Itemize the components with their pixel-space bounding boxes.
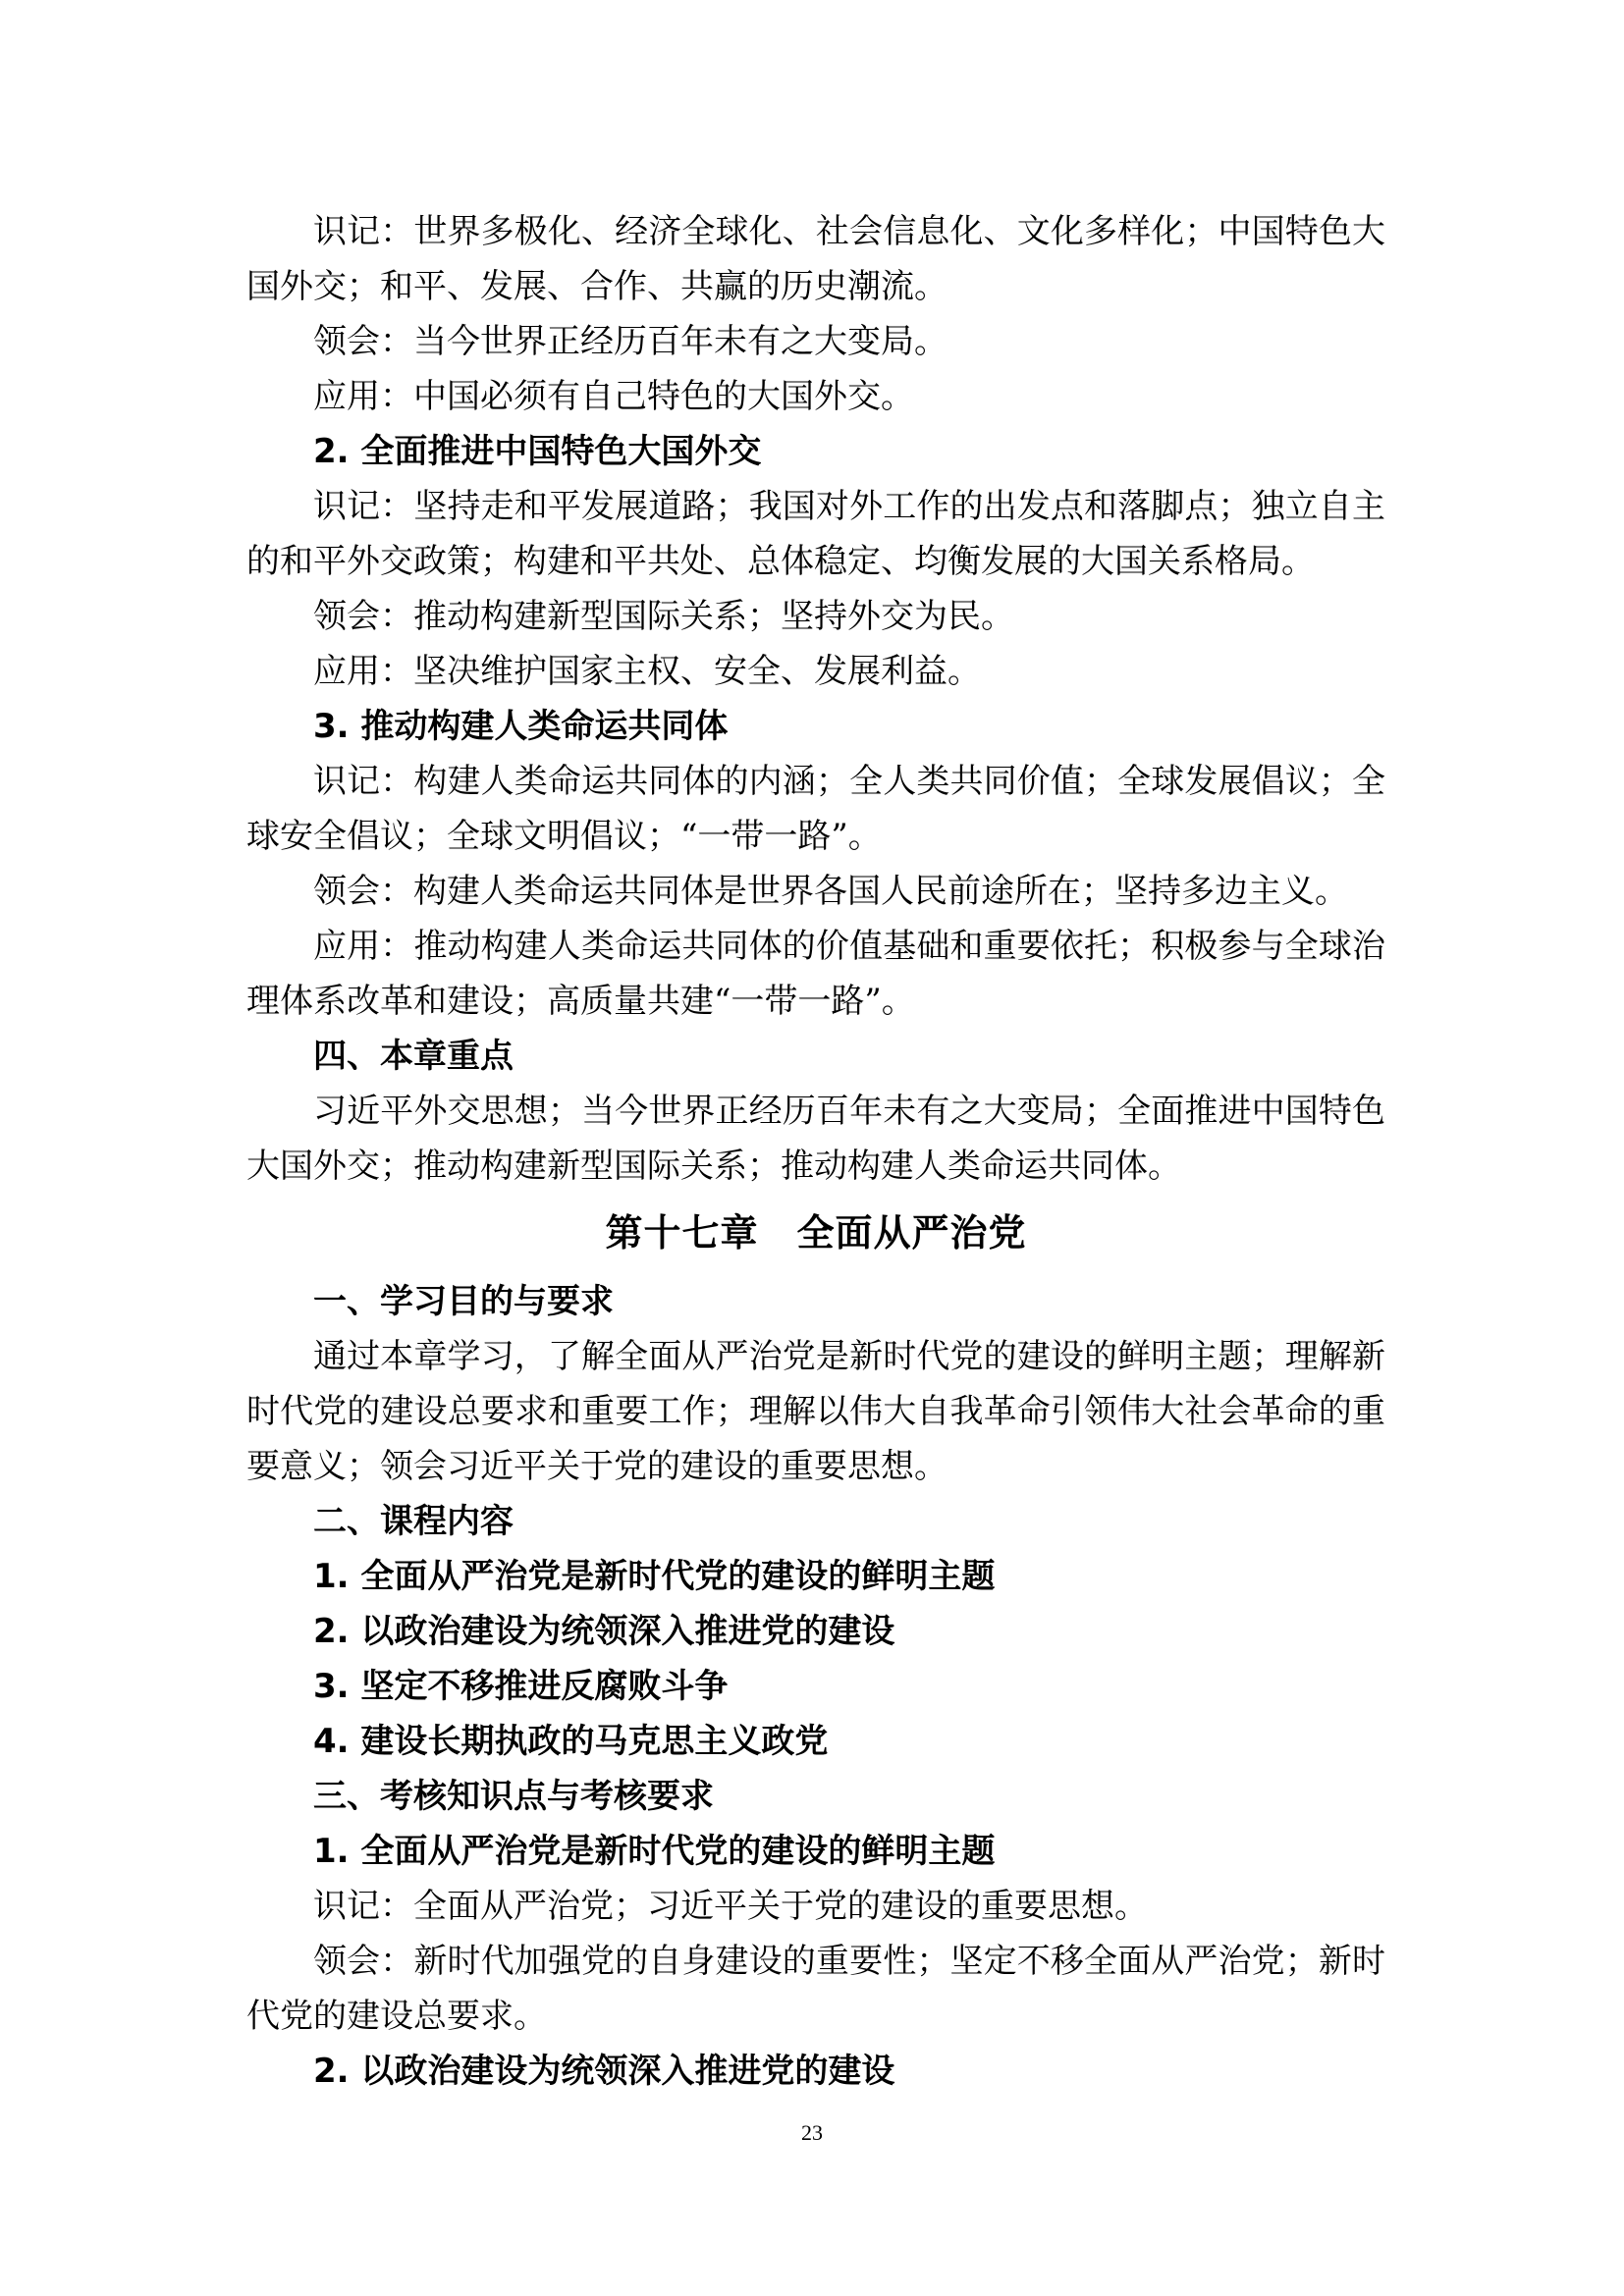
subheading: 2. 全面推进中国特色大国外交 bbox=[313, 432, 762, 471]
subheading: 1. 全面从严治党是新时代党的建设的鲜明主题 bbox=[313, 1832, 996, 1871]
paragraph: 应用：中国必须有自己特色的大国外交。 bbox=[313, 377, 914, 416]
chapter-title: 第十七章 全面从严治党 bbox=[605, 1211, 1027, 1255]
section-heading: 三、考核知识点与考核要求 bbox=[313, 1777, 714, 1816]
paragraph: 识记：世界多极化、经济全球化、社会信息化、文化多样化；中国特色大国外交；和平、发展、合作、共赢的历史潮流。 bbox=[246, 212, 1385, 306]
section-heading: 二、课程内容 bbox=[313, 1502, 514, 1541]
subheading: 4. 建设长期执政的马克思主义政党 bbox=[313, 1722, 829, 1761]
section-heading: 一、学习目的与要求 bbox=[313, 1282, 614, 1321]
paragraph: 领会：新时代加强党的自身建设的重要性；坚定不移全面从严治党；新时代党的建设总要求。 bbox=[246, 1942, 1385, 2036]
paragraph: 通过本章学习，了解全面从严治党是新时代党的建设的鲜明主题；理解新时代党的建设总要求和重要工作；理解以伟大自我革命引领伟大社会革命的重要意义；领会习近平关于党的建设的重要思想。 bbox=[246, 1337, 1385, 1486]
subheading: 3. 坚定不移推进反腐败斗争 bbox=[313, 1667, 729, 1706]
paragraph: 领会：构建人类命运共同体是世界各国人民前途所在；坚持多边主义。 bbox=[313, 872, 1348, 911]
subheading: 2. 以政治建设为统领深入推进党的建设 bbox=[313, 2052, 895, 2091]
subheading: 3. 推动构建人类命运共同体 bbox=[313, 707, 729, 746]
section-part1 bbox=[246, 204, 1385, 1194]
subheading: 2. 以政治建设为统领深入推进党的建设 bbox=[313, 1612, 895, 1651]
paragraph: 识记：坚持走和平发展道路；我国对外工作的出发点和落脚点；独立自主的和平外交政策；构建和平共处、总体稳定、均衡发展的大国关系格局。 bbox=[246, 487, 1385, 581]
paragraph: 识记：全面从严治党；习近平关于党的建设的重要思想。 bbox=[313, 1887, 1148, 1926]
paragraph: 识记：构建人类命运共同体的内涵；全人类共同价值；全球发展倡议；全球安全倡议；全球文明倡议；“一带一路”。 bbox=[246, 762, 1385, 856]
paragraph: 习近平外交思想；当今世界正经历百年未有之大变局；全面推进中国特色大国外交；推动构建新型国际关系；推动构建人类命运共同体。 bbox=[246, 1092, 1385, 1186]
page-number: 23 bbox=[801, 2120, 823, 2145]
paragraph: 领会：当今世界正经历百年未有之大变局。 bbox=[313, 322, 947, 361]
section-part2 bbox=[246, 1192, 1385, 2099]
subheading: 1. 全面从严治党是新时代党的建设的鲜明主题 bbox=[313, 1557, 996, 1596]
section-heading: 四、本章重点 bbox=[313, 1037, 514, 1076]
paragraph: 应用：坚决维护国家主权、安全、发展利益。 bbox=[313, 652, 981, 691]
paragraph: 领会：推动构建新型国际关系；坚持外交为民。 bbox=[313, 597, 1014, 636]
paragraph: 应用：推动构建人类命运共同体的价值基础和重要依托；积极参与全球治理体系改革和建设；高质量共建“一带一路”。 bbox=[246, 927, 1385, 1021]
